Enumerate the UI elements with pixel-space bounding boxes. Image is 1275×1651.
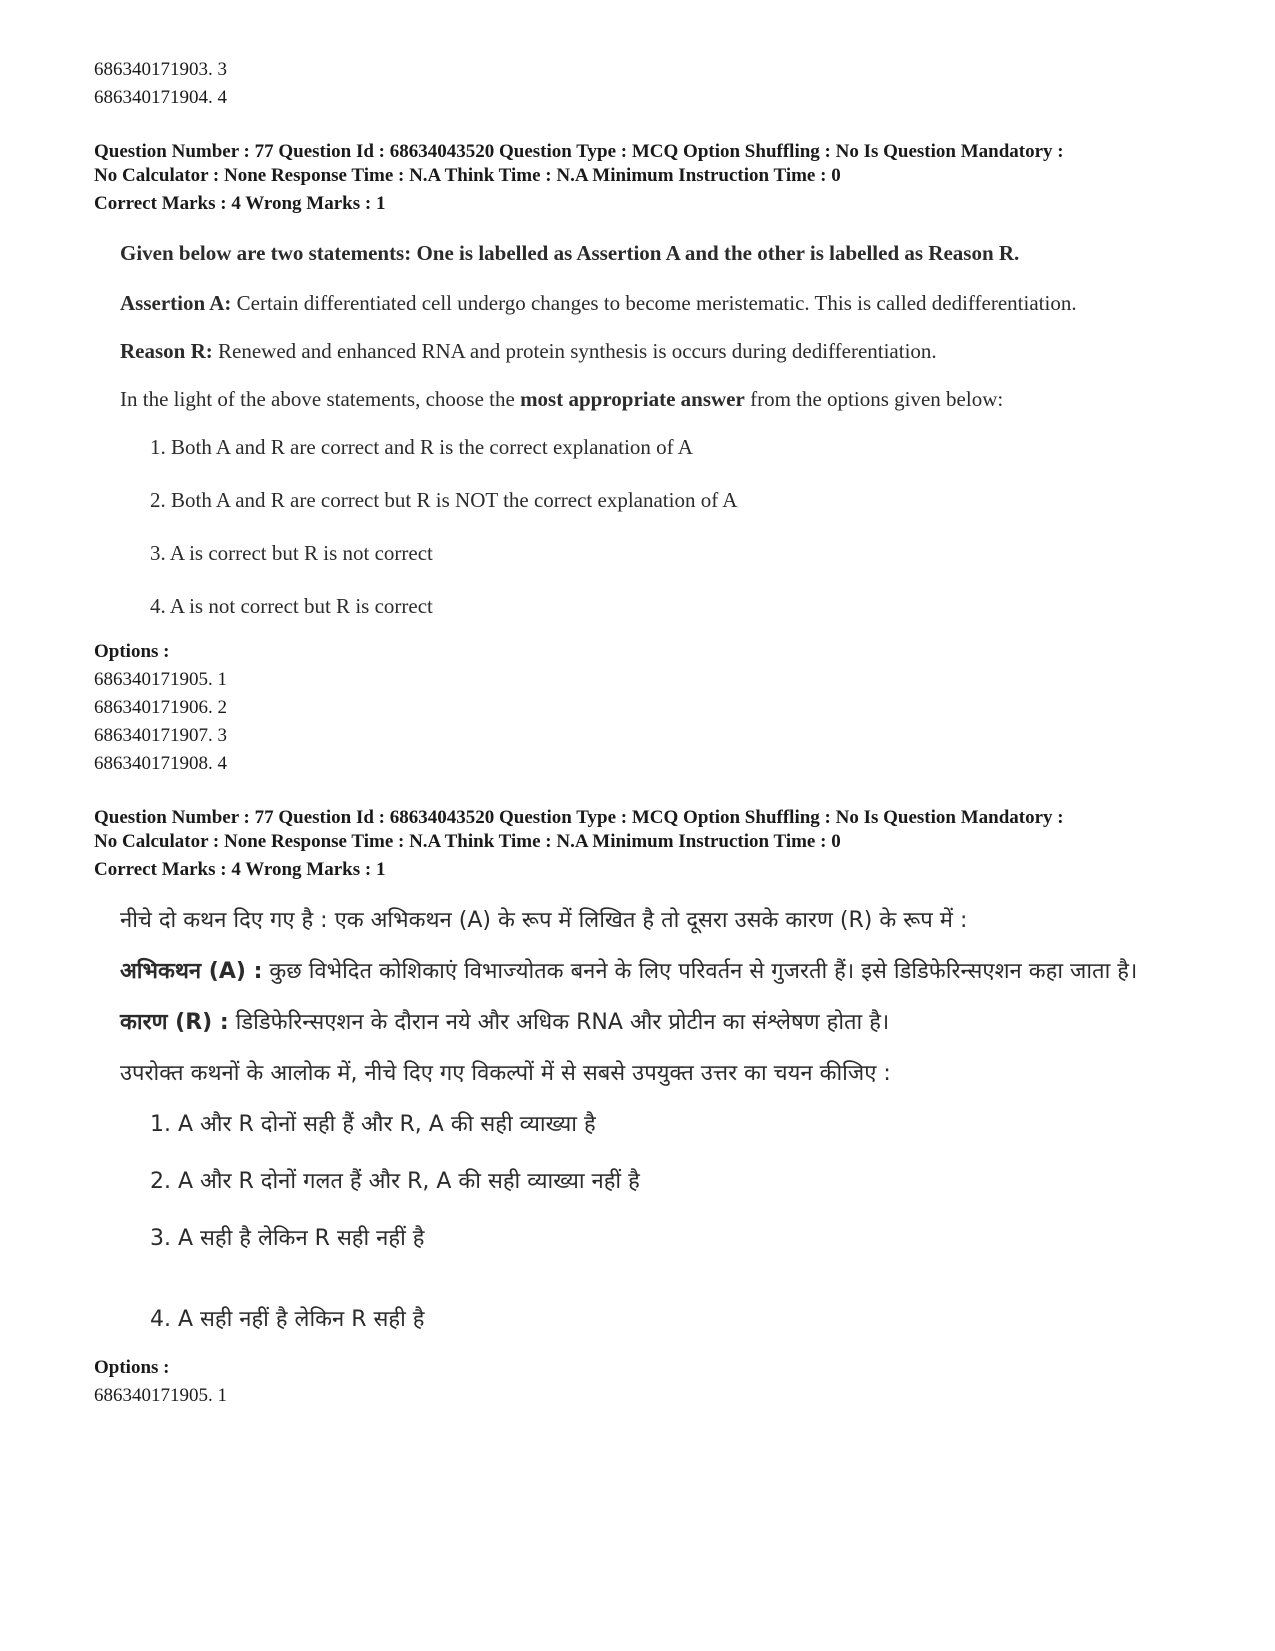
document-page xyxy=(94,56,1194,1410)
reason-statement xyxy=(120,1008,1180,1037)
answer-choice: 2. A और R दोनों गलत हैं और R, A की सही व्याख्या नहीं है xyxy=(150,1169,640,1194)
question-meta-line-2: No Calculator : None Response Time : N.A Think Time : N.A Minimum Instruction Time : 0 xyxy=(94,831,841,852)
option-line: 686340171905. 1 xyxy=(94,669,227,690)
instruction-emphasis: most appropriate answer xyxy=(520,387,745,411)
option-line: 686340171906. 2 xyxy=(94,697,227,718)
reason-statement xyxy=(120,338,1180,365)
option-line: 686340171903. 3 xyxy=(94,59,227,80)
reason-label: Reason R: xyxy=(120,339,213,363)
assertion-label: अभिकथन (A) : xyxy=(120,959,263,984)
question-intro: नीचे दो कथन दिए गए है : एक अभिकथन (A) के रूप में लिखित है तो दूसरा उसके कारण (R) के रूप में : xyxy=(120,908,968,933)
answer-choices xyxy=(120,434,1180,620)
question-instruction xyxy=(120,386,1180,413)
options-label: Options : xyxy=(94,1357,170,1378)
assertion-text: कुछ विभेदित कोशिकाएं विभाज्योतक बनने के लिए परिवर्तन से गुजरती हैं। इसे डिडिफेरिन्सएशन कहा जाता है। xyxy=(262,959,1138,984)
question-instruction: उपरोक्त कथनों के आलोक में, नीचे दिए गए विकल्पों में से सबसे उपयुक्त उत्तर का चयन कीजिए : xyxy=(120,1061,891,1086)
option-line: 686340171907. 3 xyxy=(94,725,227,746)
instruction-text: from the options given below: xyxy=(744,387,1004,411)
question-body-english xyxy=(120,240,1180,620)
question-marks: Correct Marks : 4 Wrong Marks : 1 xyxy=(94,193,386,214)
answer-choice: 1. Both A and R are correct and R is the correct explanation of A xyxy=(150,435,693,459)
reason-text: Renewed and enhanced RNA and protein synthesis is occurs during dedifferentiation. xyxy=(212,339,937,363)
answer-choice: 4. A सही नहीं है लेकिन R सही है xyxy=(150,1307,425,1332)
option-line: 686340171908. 4 xyxy=(94,753,227,774)
question-meta-line-1: Question Number : 77 Question Id : 68634043520 Question Type : MCQ Option Shuffling : No Is Question Mandatory : xyxy=(94,141,1064,162)
reason-text: डिडिफेरिन्सएशन के दौरान नये और अधिक RNA और प्रोटीन का संश्लेषण होता है। xyxy=(228,1010,890,1035)
assertion-statement xyxy=(120,290,1180,317)
answer-choice: 3. A सही है लेकिन R सही नहीं है xyxy=(150,1226,425,1251)
answer-choice: 3. A is correct but R is not correct xyxy=(150,541,433,565)
question-header-hindi xyxy=(94,806,1194,884)
answer-choices xyxy=(120,1110,1180,1334)
instruction-text: In the light of the above statements, choose the xyxy=(120,387,521,411)
question-header-english xyxy=(94,140,1194,218)
assertion-text: Certain differentiated cell undergo changes to become meristematic. This is called dedifferentiation. xyxy=(231,291,1077,315)
reason-label: कारण (R) : xyxy=(120,1010,229,1035)
option-line: 686340171904. 4 xyxy=(94,87,227,108)
question-body-hindi xyxy=(120,906,1180,1334)
option-line: 686340171905. 1 xyxy=(94,1385,227,1406)
assertion-label: Assertion A: xyxy=(120,291,232,315)
question-meta-line-1: Question Number : 77 Question Id : 68634043520 Question Type : MCQ Option Shuffling : No Is Question Mandatory : xyxy=(94,807,1064,828)
answer-choice: 4. A is not correct but R is correct xyxy=(150,594,433,618)
question-marks: Correct Marks : 4 Wrong Marks : 1 xyxy=(94,859,386,880)
answer-choice: 1. A और R दोनों सही हैं और R, A की सही व्याख्या है xyxy=(150,1112,596,1137)
answer-choice: 2. Both A and R are correct but R is NOT the correct explanation of A xyxy=(150,488,738,512)
assertion-statement xyxy=(120,957,1180,986)
question-meta-line-2: No Calculator : None Response Time : N.A Think Time : N.A Minimum Instruction Time : 0 xyxy=(94,165,841,186)
options-label: Options : xyxy=(94,641,170,662)
question-intro: Given below are two statements: One is labelled as Assertion A and the other is labelled as Reason R. xyxy=(120,241,1020,265)
